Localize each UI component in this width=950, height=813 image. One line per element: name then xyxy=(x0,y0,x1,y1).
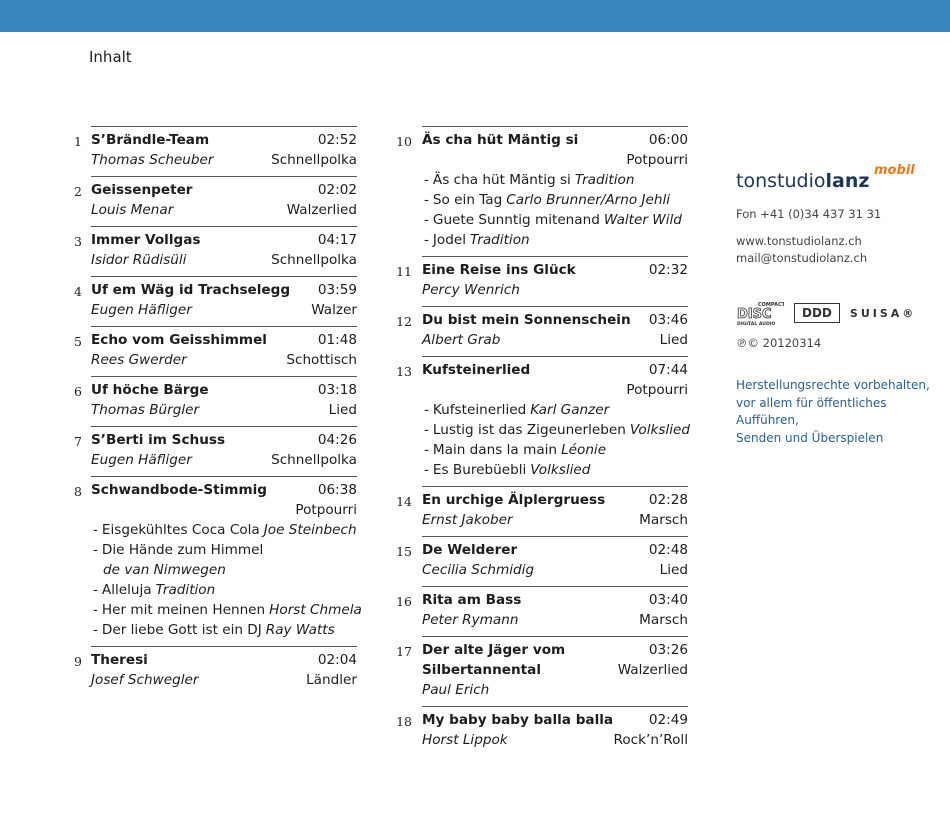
track-author-row xyxy=(422,610,688,630)
track-title: Geissenpeter xyxy=(91,182,193,198)
track-number: 11 xyxy=(396,264,412,279)
track-author-row xyxy=(422,280,688,300)
track-author-row xyxy=(91,350,357,370)
medley-artist: Joe Steinbech xyxy=(263,522,357,538)
compact-disc-logo xyxy=(736,300,784,326)
track-author-row xyxy=(422,150,688,170)
medley-song: Alleluja xyxy=(101,582,152,598)
medley-song: Her mit meinen Hennen xyxy=(101,602,266,618)
track-title-row xyxy=(422,640,688,660)
track-item xyxy=(396,126,688,256)
track-duration: 02:28 xyxy=(648,492,688,508)
medley-item xyxy=(422,190,688,210)
track-genre: Schnellpolka xyxy=(271,452,357,468)
medley-item xyxy=(91,580,357,600)
medley-song: So ein Tag xyxy=(432,192,503,208)
copyright-text: ℗© 20120314 xyxy=(736,336,822,350)
track-author-row xyxy=(91,250,357,270)
track-item xyxy=(74,476,362,646)
track-duration: 04:17 xyxy=(317,232,357,248)
brand-mobil: mobil xyxy=(874,163,915,178)
track-author: Eugen Häfliger xyxy=(91,452,192,468)
medley-bullet: - xyxy=(424,232,429,248)
track-genre: Potpourri xyxy=(626,152,688,168)
rights-notice xyxy=(736,377,950,447)
track-author-row xyxy=(422,680,688,700)
medley-bullet: - xyxy=(93,522,98,538)
track-duration: 02:04 xyxy=(317,652,357,668)
page-heading: Inhalt xyxy=(89,48,132,66)
track-genre: Walzerlied xyxy=(617,662,688,678)
medley-song: Jodel xyxy=(432,232,467,248)
medley-song: Eisgekühltes Coca Cola xyxy=(101,522,260,538)
track-author-row xyxy=(91,300,357,320)
medley-bullet: - xyxy=(424,442,429,458)
medley-item xyxy=(422,460,688,480)
track-author: Percy Wenrich xyxy=(422,282,520,298)
track-title-row xyxy=(422,310,688,330)
track-title-row xyxy=(422,260,688,280)
track-genre: Potpourri xyxy=(295,502,357,518)
track-genre: Schnellpolka xyxy=(271,252,357,268)
track-duration: 07:44 xyxy=(648,362,688,378)
track-author: Cecilia Schmidig xyxy=(422,562,535,578)
mail-link[interactable]: mail@tonstudiolanz.ch xyxy=(736,251,868,265)
medley-artist: Tradition xyxy=(574,172,635,188)
track-list-middle xyxy=(396,126,690,756)
track-title-row xyxy=(91,480,357,500)
track-number: 15 xyxy=(396,544,412,559)
track-number: 10 xyxy=(396,134,412,149)
track-title: Kufsteinerlied xyxy=(422,362,531,378)
track-number: 12 xyxy=(396,314,412,329)
track-number: 2 xyxy=(74,184,82,199)
track-author-row xyxy=(422,510,688,530)
medley-item xyxy=(422,230,688,250)
track-item xyxy=(74,276,357,326)
track-item xyxy=(396,706,688,756)
track-author-row xyxy=(91,200,357,220)
track-item xyxy=(396,356,690,486)
track-author-row xyxy=(422,560,688,580)
track-title-row xyxy=(91,650,357,670)
medley-bullet: - xyxy=(424,192,429,208)
medley-item xyxy=(91,600,362,620)
medley-bullet: - xyxy=(424,402,429,418)
track-item xyxy=(74,326,357,376)
medley-item xyxy=(422,170,688,190)
brand-bold: lanz xyxy=(825,170,870,192)
track-author: Josef Schwegler xyxy=(91,672,199,688)
track-duration: 02:48 xyxy=(648,542,688,558)
track-author: Albert Grab xyxy=(422,332,501,348)
cd-logo-main: DISC xyxy=(737,307,772,322)
track-author: Ernst Jakober xyxy=(422,512,513,528)
medley-bullet: - xyxy=(424,422,429,438)
medley-artist: Ray Watts xyxy=(265,622,335,638)
track-genre: Schottisch xyxy=(286,352,357,368)
track-author: Isidor Rüdisüli xyxy=(91,252,187,268)
track-author: Paul Erich xyxy=(422,682,490,698)
track-item xyxy=(396,306,688,356)
rights-line-1: Herstellungsrechte vorbehalten, xyxy=(736,378,930,392)
track-number: 3 xyxy=(74,234,82,249)
track-title: Uf em Wäg id Trachselegg xyxy=(91,282,291,298)
track-author: Thomas Bürgler xyxy=(91,402,200,418)
track-duration: 03:18 xyxy=(317,382,357,398)
medley-bullet: - xyxy=(93,622,98,638)
medley-item xyxy=(422,400,688,420)
track-list-left xyxy=(74,126,362,696)
track-genre: Marsch xyxy=(639,612,688,628)
track-author: Louis Menar xyxy=(91,202,174,218)
medley-artist: Walter Wild xyxy=(603,212,682,228)
medley-song: Die Hände zum Himmel xyxy=(101,542,264,558)
track-title-row xyxy=(91,430,357,450)
top-color-bar xyxy=(0,0,950,32)
track-title-cont: Silbertannental xyxy=(422,662,542,678)
medley-item xyxy=(422,210,688,230)
medley-bullet: - xyxy=(93,582,98,598)
medley-song: Kufsteinerlied xyxy=(432,402,527,418)
track-duration: 02:52 xyxy=(317,132,357,148)
track-author: Thomas Scheuber xyxy=(91,152,214,168)
track-author-row xyxy=(422,330,688,350)
track-genre: Lied xyxy=(659,562,688,578)
brand-light: tonstudio xyxy=(736,170,826,192)
medley-item xyxy=(91,520,357,540)
track-duration: 03:26 xyxy=(648,642,688,658)
rights-line-2: vor allem für öffentliches Aufführen, xyxy=(736,395,887,427)
medley-bullet: - xyxy=(424,462,429,478)
medley-song: Guete Sunntig mitenand xyxy=(432,212,600,228)
track-number: 17 xyxy=(396,644,412,659)
track-item xyxy=(74,176,357,226)
track-author: Peter Rymann xyxy=(422,612,519,628)
track-title: Theresi xyxy=(91,652,148,668)
track-item xyxy=(396,256,688,306)
medley-artist-cont: de van Nimwegen xyxy=(103,562,226,578)
track-duration: 06:38 xyxy=(317,482,357,498)
medley-artist: Volkslied xyxy=(530,462,591,478)
track-title: Eine Reise ins Glück xyxy=(422,262,576,278)
track-duration: 03:40 xyxy=(648,592,688,608)
track-title-row xyxy=(422,590,688,610)
track-title-row xyxy=(422,710,688,730)
medley-item xyxy=(91,620,357,640)
medley-item xyxy=(91,540,357,560)
track-duration: 02:02 xyxy=(317,182,357,198)
track-number: 13 xyxy=(396,364,412,379)
track-duration: 03:59 xyxy=(317,282,357,298)
medley-song: Es Burebüebli xyxy=(432,462,527,478)
track-title: S’Berti im Schuss xyxy=(91,432,226,448)
track-duration: 06:00 xyxy=(648,132,688,148)
track-duration: 04:26 xyxy=(317,432,357,448)
logo-row xyxy=(736,300,916,326)
track-item xyxy=(74,646,357,696)
track-title-row xyxy=(91,180,357,200)
track-title: Du bist mein Sonnenschein xyxy=(422,312,631,328)
track-title: Schwandbode-Stimmig xyxy=(91,482,267,498)
track-title-row xyxy=(422,490,688,510)
track-item xyxy=(396,586,688,636)
studio-brand xyxy=(736,163,915,192)
medley-bullet: - xyxy=(93,602,98,618)
phone-text: Fon +41 (0)34 437 31 31 xyxy=(736,207,882,221)
track-author: Eugen Häfliger xyxy=(91,302,192,318)
track-title-row xyxy=(91,130,357,150)
track-title-row xyxy=(91,380,357,400)
rights-line-3: Senden und Überspielen xyxy=(736,430,884,445)
track-title: Uf höche Bärge xyxy=(91,382,209,398)
track-item xyxy=(396,536,688,586)
track-title-row xyxy=(91,330,357,350)
track-number: 8 xyxy=(74,484,82,499)
track-item xyxy=(396,486,688,536)
track-genre: Lied xyxy=(659,332,688,348)
medley-artist: Léonie xyxy=(561,442,607,458)
track-author-row xyxy=(91,500,357,520)
medley-song: Der liebe Gott ist ein DJ xyxy=(101,622,262,638)
track-genre: Marsch xyxy=(639,512,688,528)
track-item xyxy=(396,636,688,706)
track-number: 16 xyxy=(396,594,412,609)
medley-artist: Tradition xyxy=(470,232,530,248)
track-genre: Schnellpolka xyxy=(271,152,357,168)
track-author: Rees Gwerder xyxy=(91,352,187,368)
track-number: 4 xyxy=(74,284,82,299)
track-author-row xyxy=(91,670,357,690)
track-title-row xyxy=(422,130,688,150)
track-title: Immer Vollgas xyxy=(91,232,201,248)
track-author-row xyxy=(91,400,357,420)
track-number: 18 xyxy=(396,714,412,729)
track-title-row xyxy=(91,280,357,300)
track-title-row xyxy=(422,360,688,380)
ddd-badge: DDD xyxy=(794,303,840,323)
medley-song: Main dans la main xyxy=(432,442,558,458)
cd-logo-bottom: DIGITAL AUDIO xyxy=(737,322,776,326)
track-number: 7 xyxy=(74,434,82,449)
track-genre: Lied xyxy=(328,402,357,418)
suisa-logo: SUISA® xyxy=(849,306,917,320)
track-genre: Potpourri xyxy=(626,382,688,398)
track-item xyxy=(74,226,357,276)
track-title: En urchige Älplergruess xyxy=(422,492,606,508)
track-title: Rita am Bass xyxy=(422,592,522,608)
web-link[interactable]: www.tonstudiolanz.ch xyxy=(736,234,862,248)
track-duration: 02:32 xyxy=(648,262,688,278)
medley-item xyxy=(422,440,688,460)
medley-artist: Karl Ganzer xyxy=(530,402,610,418)
medley-artist: Carlo Brunner/Arno Jehli xyxy=(506,192,671,208)
track-genre: Walzerlied xyxy=(286,202,357,218)
medley-bullet: - xyxy=(424,172,429,188)
track-title: De Welderer xyxy=(422,542,518,558)
medley-artist: Tradition xyxy=(155,582,216,598)
medley-artist: Volkslied xyxy=(629,422,690,438)
track-number: 5 xyxy=(74,334,82,349)
medley-bullet: - xyxy=(93,542,98,558)
track-title: My baby baby balla balla xyxy=(422,712,614,728)
track-author-row xyxy=(91,150,357,170)
track-title: Echo vom Geisshimmel xyxy=(91,332,267,348)
track-title: Äs cha hüt Mäntig si xyxy=(422,132,579,148)
medley-artist: Horst Chmela xyxy=(269,602,362,618)
track-title-row xyxy=(91,230,357,250)
track-title: S’Brändle-Team xyxy=(91,132,210,148)
track-title-row-2 xyxy=(422,660,688,680)
medley-song: Lustig ist das Zigeunerleben xyxy=(432,422,626,438)
track-author: Horst Lippok xyxy=(422,732,508,748)
track-duration: 02:49 xyxy=(648,712,688,728)
track-item xyxy=(74,376,357,426)
track-duration: 03:46 xyxy=(648,312,688,328)
medley-song: Äs cha hüt Mäntig si xyxy=(432,172,571,188)
cd-logo-top: COMPACT xyxy=(758,302,784,308)
track-number: 1 xyxy=(74,134,82,149)
track-duration: 01:48 xyxy=(317,332,357,348)
track-author-row xyxy=(91,450,357,470)
track-item xyxy=(74,126,357,176)
track-genre: Ländler xyxy=(306,672,357,688)
track-title-row xyxy=(422,540,688,560)
track-genre: Rock’n’Roll xyxy=(613,732,688,748)
medley-bullet: - xyxy=(424,212,429,228)
track-author-row xyxy=(422,730,688,750)
track-number: 9 xyxy=(74,654,82,669)
track-title: Der alte Jäger vom xyxy=(422,642,566,658)
medley-item xyxy=(422,420,688,440)
track-item xyxy=(74,426,357,476)
track-number: 6 xyxy=(74,384,82,399)
track-genre: Walzer xyxy=(311,302,357,318)
track-author-row xyxy=(422,380,688,400)
track-number: 14 xyxy=(396,494,412,509)
